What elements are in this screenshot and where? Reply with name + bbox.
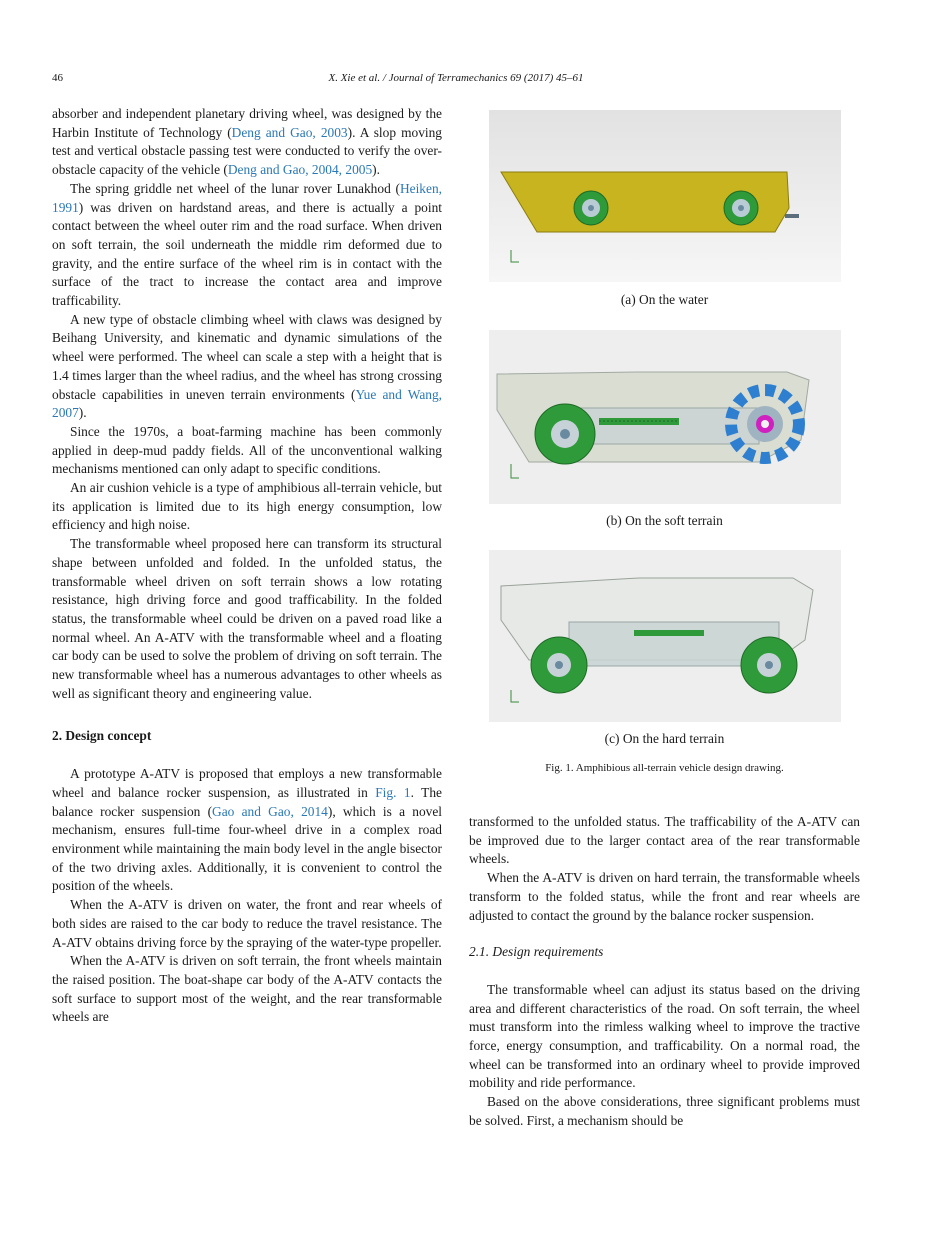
paragraph: Since the 1970s, a boat-farming machine has been commonly applied in deep-mud paddy fields. All of the unconventional walking mechanisms mentioned can only adapt to specific conditions. bbox=[52, 423, 442, 477]
subcaption-b: (b) On the soft terrain bbox=[606, 513, 723, 528]
journal-citation: X. Xie et al. / Journal of Terramechanics 69 (2017) 45–61 bbox=[328, 72, 584, 84]
subcaption-c: (c) On the hard terrain bbox=[604, 731, 725, 746]
front-wheel-icon bbox=[535, 404, 595, 464]
paragraph: absorber and independent planetary driving wheel, was designed by the Harbin Institute of Technology (Deng and Gao, 2003). A slop moving test and vertical obstacle passing test were conducted to verify the over-obstacle capacity of the vehicle (Deng and Gao, 2004, 2005). bbox=[52, 106, 442, 178]
paragraph: The spring griddle net wheel of the lunar rover Lunakhod (Heiken, 1991) was driven on hardstand areas, and there is actually a point contact between the wheel outer rim and the road surface. When driven on soft terrain, the soil underneath the middle rim deformed due to gravity, and the entire surface of the wheel rim is in contact with the surface of the tract to increase the contact area and improve trafficability. bbox=[52, 180, 442, 309]
paragraph: transformed to the unfolded status. The trafficability of the A-ATV can be improved due to the larger contact area of the rear transformable wheels. bbox=[469, 814, 860, 867]
ref-link[interactable]: Deng and Gao, 2004, 2005 bbox=[227, 162, 373, 178]
paragraph: The transformable wheel can adjust its status based on the driving area and different characteristics of the road. On soft terrain, the wheel must transform into the rimless walking wheel to improve the tractive force, energy consumption, and trafficability. On a normal road, the wheel can be transformed into an ordinary wheel to provide improved mobility and ride performance. bbox=[469, 981, 860, 1091]
subcaption-a: (a) On the water bbox=[620, 292, 709, 307]
section-heading: 2. Design concept bbox=[52, 727, 152, 743]
subsection-heading: 2.1. Design requirements bbox=[469, 944, 604, 960]
paragraph: When the A-ATV is driven on water, the front and rear wheels of both sides are raised to the car body to reduce the travel resistance. The A-ATV obtains driving force by the spraying of the water-type propeller. bbox=[52, 897, 442, 950]
paragraph: A prototype A-ATV is proposed that employs a new transformable wheel and balance rocker suspension, as illustrated in Fig. 1. The balance rocker suspension (Gao and Gao, 2014), which is a novel mechanism, ensures full-time four-wheel drive in a complex road environment while maintaining the main body level in the angle bisector of the two driving axles. Additionally, it is convenient to control the position of the wheels. bbox=[52, 766, 443, 894]
figure-b-image bbox=[489, 330, 841, 504]
left-column bbox=[52, 105, 442, 1027]
paragraph: When the A-ATV is driven on soft terrain, the front wheels maintain the raised position. The boat-shape car body of the A-ATV contacts the soft surface to support most of the weight, and the rear transformable wheels are bbox=[52, 953, 442, 1025]
ref-link[interactable]: Deng and Gao, 2003 bbox=[231, 124, 348, 140]
paragraph: Based on the above considerations, three significant problems must be solved. First, a mechanism should be bbox=[469, 1094, 860, 1128]
rear-wheel-icon bbox=[741, 637, 797, 693]
front-wheel-icon bbox=[531, 637, 587, 693]
paragraph: An air cushion vehicle is a type of amphibious all-terrain vehicle, but its application is limited due to its high energy consumption, low efficiency and high noise. bbox=[52, 480, 442, 533]
ref-link[interactable]: Heiken, 1991 bbox=[52, 180, 442, 215]
page-number: 46 bbox=[52, 72, 63, 84]
running-header bbox=[52, 72, 860, 88]
rear-wheel-icon bbox=[724, 191, 758, 225]
paragraph: A new type of obstacle climbing wheel with claws was designed by Beihang University, and kinematic and dynamic simulations of the wheel were performed. The wheel can scale a step with a height that is 1.4 times larger than the wheel radius, and the wheel has strong crossing obstacle capabilities in uneven terrain environments (Yue and Wang, 2007). bbox=[52, 311, 443, 421]
figure-c-image bbox=[489, 550, 841, 722]
figure-link[interactable]: Fig. 1 bbox=[375, 784, 411, 800]
spring-icon bbox=[634, 630, 704, 636]
front-wheel-icon bbox=[574, 191, 608, 225]
paragraph: The transformable wheel proposed here can transform its structural shape between unfolded and folded. In the unfolded status, the transformable wheel driven on soft terrain shows a low rotating resistance, high driving force and good trafficability. In the folded status, the transformable wheel could be driven on a paved road like a normal wheel. An A-ATV with the transformable wheel and a floating car body can be used to solve the problem of driving on soft terrain. The new transformable wheel has a numerous advantages to other wheels as well as significant theory and engineering value. bbox=[52, 536, 442, 701]
ref-link[interactable]: Gao and Gao, 2014 bbox=[212, 803, 328, 819]
figure-caption: Fig. 1. Amphibious all-terrain vehicle design drawing. bbox=[545, 762, 784, 774]
paragraph: When the A-ATV is driven on hard terrain, the transformable wheels transform to the folded status, while the front and rear wheels are adjusted to contact the ground by the balance rocker suspension. bbox=[469, 870, 860, 923]
ref-link[interactable]: Yue and Wang, 2007 bbox=[52, 386, 443, 421]
figure-a-image bbox=[489, 110, 841, 282]
right-column bbox=[469, 813, 860, 1131]
spring-icon bbox=[599, 418, 679, 425]
